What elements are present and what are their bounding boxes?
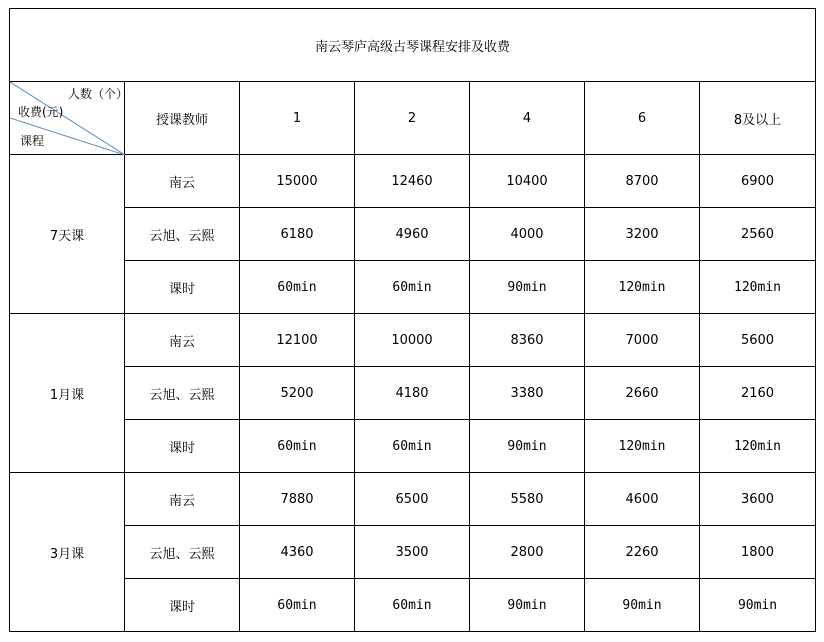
value-cell: 3380 <box>470 367 585 420</box>
teacher-header: 授课教师 <box>125 82 240 155</box>
value-cell: 60min <box>355 579 470 632</box>
corner-course-label: 课程 <box>20 134 45 148</box>
value-cell: 12460 <box>355 155 470 208</box>
value-cell: 90min <box>470 261 585 314</box>
value-cell: 7000 <box>585 314 700 367</box>
value-cell: 10000 <box>355 314 470 367</box>
pricing-table <box>9 8 816 632</box>
course-cell: 1月课 <box>10 314 125 473</box>
count-header: 4 <box>470 82 585 155</box>
value-cell: 4360 <box>240 526 355 579</box>
title-row <box>10 9 816 82</box>
value-cell: 60min <box>240 261 355 314</box>
value-cell: 90min <box>700 579 816 632</box>
value-cell: 120min <box>700 420 816 473</box>
value-cell: 2260 <box>585 526 700 579</box>
value-cell: 120min <box>585 420 700 473</box>
value-cell: 4000 <box>470 208 585 261</box>
table-row <box>10 261 816 314</box>
value-cell: 2800 <box>470 526 585 579</box>
value-cell: 10400 <box>470 155 585 208</box>
value-cell: 60min <box>355 420 470 473</box>
table-row <box>10 579 816 632</box>
value-cell: 120min <box>585 261 700 314</box>
value-cell: 60min <box>355 261 470 314</box>
count-header: 6 <box>585 82 700 155</box>
corner-header-cell <box>10 82 129 155</box>
corner-fee-label: 收费(元) <box>18 105 64 119</box>
value-cell: 4960 <box>355 208 470 261</box>
pricing-sheet <box>9 8 815 633</box>
value-cell: 8700 <box>585 155 700 208</box>
value-cell: 5580 <box>470 473 585 526</box>
value-cell: 4600 <box>585 473 700 526</box>
value-cell: 15000 <box>240 155 355 208</box>
value-cell: 120min <box>700 261 816 314</box>
value-cell: 4180 <box>355 367 470 420</box>
row-label-cell: 南云 <box>125 155 240 208</box>
value-cell: 3600 <box>700 473 816 526</box>
course-cell: 7天课 <box>10 155 125 314</box>
value-cell: 2660 <box>585 367 700 420</box>
value-cell: 2160 <box>700 367 816 420</box>
value-cell: 3200 <box>585 208 700 261</box>
table-row <box>10 420 816 473</box>
course-cell: 3月课 <box>10 473 125 632</box>
table-row <box>10 314 816 367</box>
value-cell: 6900 <box>700 155 816 208</box>
value-cell: 60min <box>240 420 355 473</box>
table-row <box>10 155 816 208</box>
count-header: 2 <box>355 82 470 155</box>
value-cell: 5600 <box>700 314 816 367</box>
value-cell: 90min <box>585 579 700 632</box>
value-cell: 1800 <box>700 526 816 579</box>
value-cell: 3500 <box>355 526 470 579</box>
value-cell: 12100 <box>240 314 355 367</box>
table-row <box>10 526 816 579</box>
row-label-cell: 南云 <box>125 314 240 367</box>
row-label-cell: 云旭、云熙 <box>125 367 240 420</box>
value-cell: 8360 <box>470 314 585 367</box>
count-header: 8及以上 <box>700 82 816 155</box>
row-label-cell: 课时 <box>125 420 240 473</box>
header-row <box>10 82 816 155</box>
table-row <box>10 473 816 526</box>
value-cell: 6500 <box>355 473 470 526</box>
page-title: 南云琴庐高级古琴课程安排及收费 <box>10 9 816 82</box>
row-label-cell: 课时 <box>125 579 240 632</box>
value-cell: 6180 <box>240 208 355 261</box>
value-cell: 2560 <box>700 208 816 261</box>
table-row <box>10 208 816 261</box>
value-cell: 90min <box>470 420 585 473</box>
value-cell: 7880 <box>240 473 355 526</box>
value-cell: 60min <box>240 579 355 632</box>
corner-people-label: 人数（个） <box>68 87 129 101</box>
count-header: 1 <box>240 82 355 155</box>
value-cell: 5200 <box>240 367 355 420</box>
row-label-cell: 云旭、云熙 <box>125 208 240 261</box>
row-label-cell: 南云 <box>125 473 240 526</box>
row-label-cell: 云旭、云熙 <box>125 526 240 579</box>
row-label-cell: 课时 <box>125 261 240 314</box>
value-cell: 90min <box>470 579 585 632</box>
table-row <box>10 367 816 420</box>
